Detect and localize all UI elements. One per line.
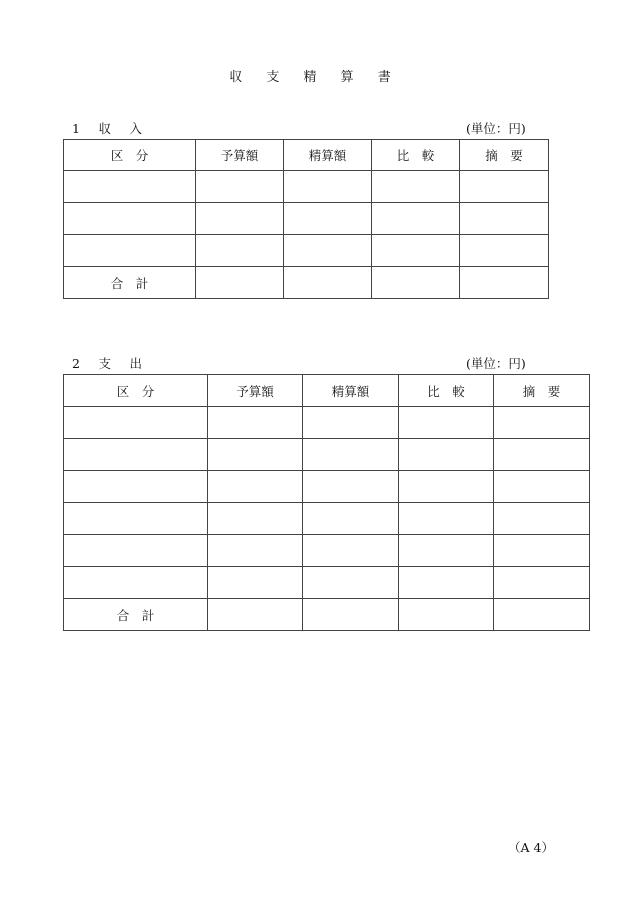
- income-col-comparison: 比 較: [372, 140, 460, 171]
- income-cell[interactable]: [372, 171, 460, 203]
- income-col-budget: 予算額: [196, 140, 284, 171]
- expense-cell[interactable]: [303, 503, 399, 535]
- expense-col-budget: 予算額: [208, 375, 303, 407]
- document-title: 収 支 精 算 書: [229, 70, 401, 85]
- expense-total-label: 合 計: [64, 599, 208, 631]
- income-col-settled: 精算額: [284, 140, 372, 171]
- income-cell[interactable]: [64, 171, 196, 203]
- expense-cell[interactable]: [303, 567, 399, 599]
- expense-cell[interactable]: [494, 471, 590, 503]
- income-cell[interactable]: [64, 235, 196, 267]
- expense-table-row: [64, 439, 590, 471]
- expense-table-row: [64, 535, 590, 567]
- expense-cell[interactable]: [494, 535, 590, 567]
- income-unit-note: (単位：円): [466, 121, 526, 136]
- income-cell[interactable]: [372, 203, 460, 235]
- expense-cell[interactable]: [303, 407, 399, 439]
- expense-total-row: [64, 599, 590, 631]
- expense-cell[interactable]: [494, 567, 590, 599]
- income-table: [63, 139, 549, 299]
- expense-table-row: [64, 567, 590, 599]
- expense-total-cell[interactable]: [399, 599, 494, 631]
- expense-table: [63, 374, 590, 631]
- income-table-row: [64, 235, 549, 267]
- expense-total-cell[interactable]: [303, 599, 399, 631]
- expense-col-comparison: 比 較: [399, 375, 494, 407]
- expense-table-row: [64, 407, 590, 439]
- income-total-cell[interactable]: [284, 267, 372, 299]
- income-cell[interactable]: [284, 235, 372, 267]
- income-cell[interactable]: [460, 235, 549, 267]
- income-cell[interactable]: [284, 203, 372, 235]
- expense-cell[interactable]: [208, 503, 303, 535]
- expense-cell[interactable]: [208, 439, 303, 471]
- expense-header-row: [64, 375, 590, 407]
- income-header-row: [64, 140, 549, 171]
- expense-cell[interactable]: [399, 439, 494, 471]
- expense-cell[interactable]: [399, 567, 494, 599]
- income-total-cell[interactable]: [460, 267, 549, 299]
- expense-cell[interactable]: [208, 567, 303, 599]
- income-total-row: [64, 267, 549, 299]
- income-cell[interactable]: [196, 203, 284, 235]
- expense-cell[interactable]: [208, 471, 303, 503]
- expense-col-category: 区 分: [64, 375, 208, 407]
- page-size-note: （A 4）: [508, 840, 554, 855]
- expense-table-row: [64, 503, 590, 535]
- income-total-cell[interactable]: [372, 267, 460, 299]
- income-table-row: [64, 171, 549, 203]
- income-section-heading: 1 収 入: [72, 121, 145, 136]
- expense-col-settled: 精算額: [303, 375, 399, 407]
- income-cell[interactable]: [196, 171, 284, 203]
- expense-cell[interactable]: [494, 439, 590, 471]
- expense-cell[interactable]: [303, 471, 399, 503]
- expense-cell[interactable]: [64, 503, 208, 535]
- expense-cell[interactable]: [208, 535, 303, 567]
- income-cell[interactable]: [284, 171, 372, 203]
- income-cell[interactable]: [460, 203, 549, 235]
- income-table-row: [64, 203, 549, 235]
- expense-cell[interactable]: [64, 567, 208, 599]
- income-cell[interactable]: [460, 171, 549, 203]
- expense-cell[interactable]: [303, 439, 399, 471]
- income-col-remarks: 摘 要: [460, 140, 549, 171]
- income-cell[interactable]: [196, 235, 284, 267]
- expense-cell[interactable]: [303, 535, 399, 567]
- income-total-label: 合 計: [64, 267, 196, 299]
- income-cell[interactable]: [64, 203, 196, 235]
- income-col-category: 区 分: [64, 140, 196, 171]
- expense-cell[interactable]: [64, 471, 208, 503]
- expense-cell[interactable]: [208, 407, 303, 439]
- income-cell[interactable]: [372, 235, 460, 267]
- expense-cell[interactable]: [399, 471, 494, 503]
- expense-cell[interactable]: [494, 503, 590, 535]
- expense-table-row: [64, 471, 590, 503]
- expense-cell[interactable]: [494, 407, 590, 439]
- expense-total-cell[interactable]: [494, 599, 590, 631]
- expense-cell[interactable]: [64, 439, 208, 471]
- expense-cell[interactable]: [64, 407, 208, 439]
- expense-cell[interactable]: [399, 503, 494, 535]
- expense-cell[interactable]: [399, 535, 494, 567]
- expense-unit-note: (単位：円): [466, 356, 526, 371]
- income-total-cell[interactable]: [196, 267, 284, 299]
- expense-cell[interactable]: [64, 535, 208, 567]
- expense-cell[interactable]: [399, 407, 494, 439]
- expense-section-heading: 2 支 出: [72, 356, 145, 371]
- expense-total-cell[interactable]: [208, 599, 303, 631]
- expense-col-remarks: 摘 要: [494, 375, 590, 407]
